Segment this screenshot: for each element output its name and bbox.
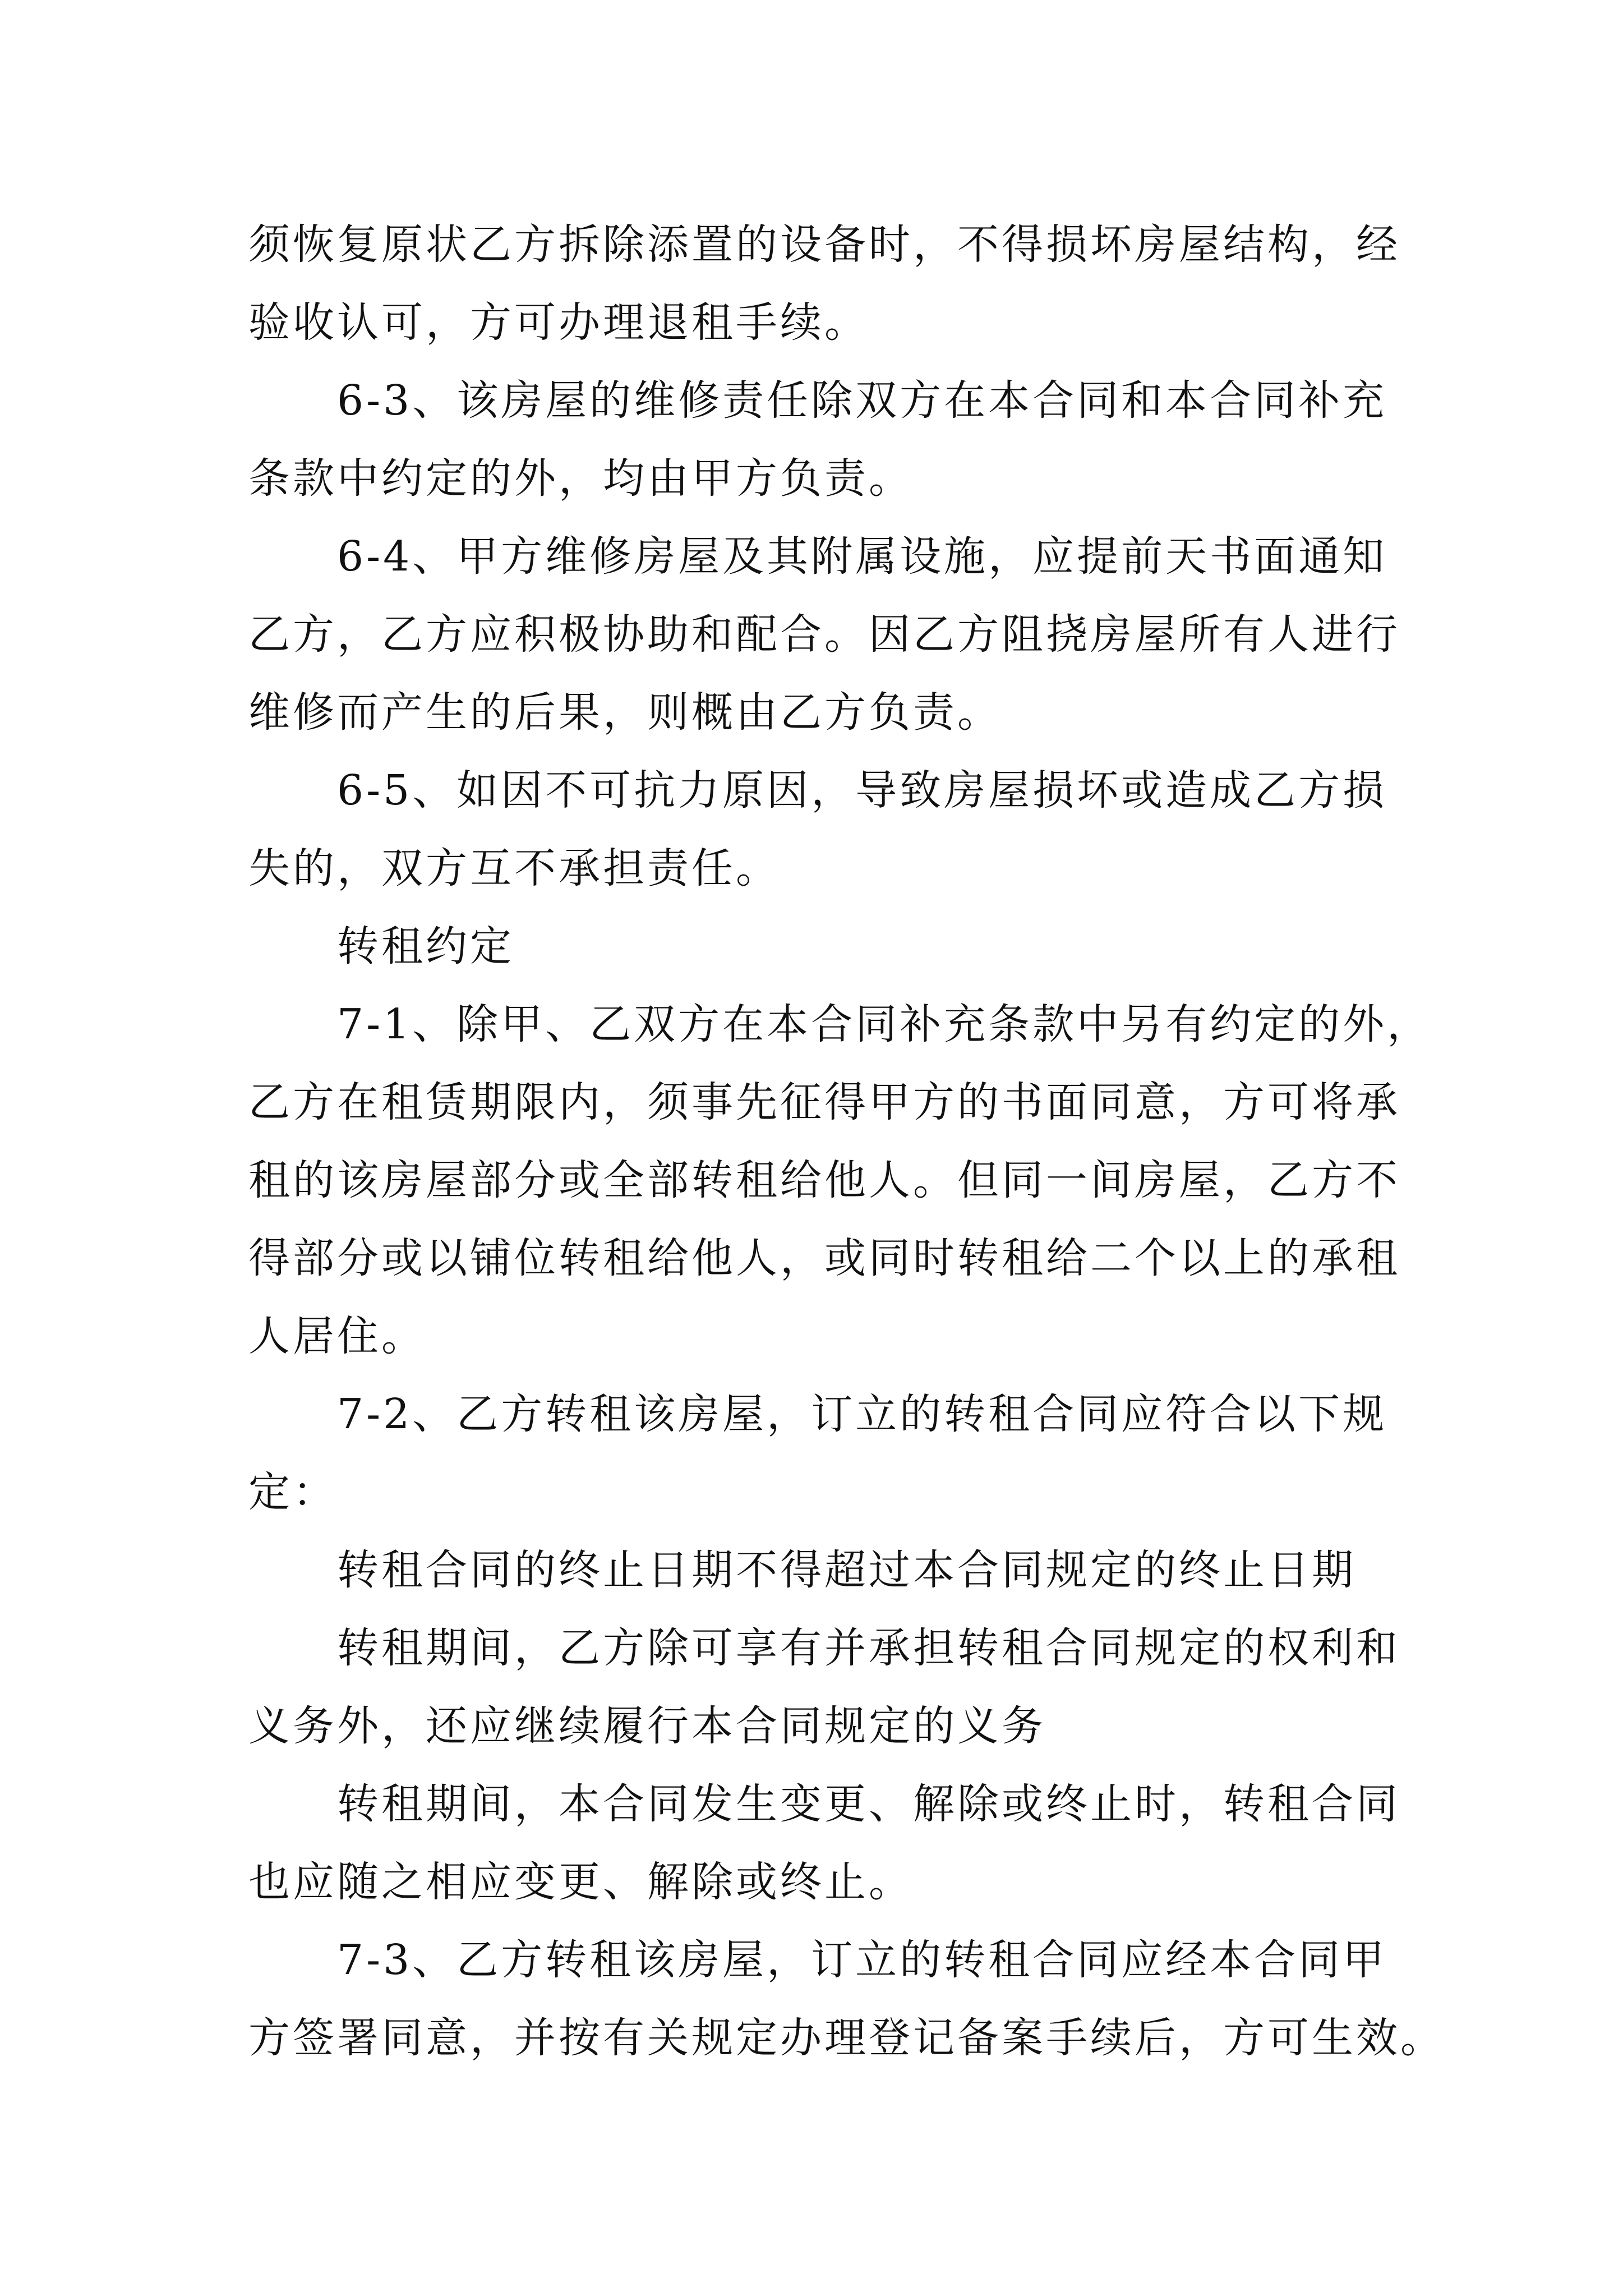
document-line: 维修而产生的后果，则概由乙方负责。: [248, 688, 1002, 737]
document-line: 乙方，乙方应积极协助和配合。因乙方阻挠房屋所有人进行: [248, 610, 1400, 659]
document-line: 转租期间，乙方除可享有并承担转租合同规定的权利和: [337, 1624, 1400, 1672]
document-line: 租的该房屋部分或全部转租给他人。但同一间房屋，乙方不: [248, 1156, 1400, 1204]
document-line: 6-4、甲方维修房屋及其附属设施，应提前天书面通知: [337, 532, 1387, 581]
document-line: 转租约定: [337, 922, 514, 970]
document-line: 条款中约定的外，均由甲方负责。: [248, 454, 913, 503]
document-body: [248, 206, 1445, 2077]
document-line: 失的，双方互不承担责任。: [248, 844, 780, 892]
document-line: 6-3、该房屋的维修责任除双方在本合同和本合同补充: [337, 376, 1387, 425]
document-line: 验收认可，方可办理退租手续。: [248, 298, 869, 347]
document-line: 方签署同意，并按有关规定办理登记备案手续后，方可生效。: [248, 2014, 1445, 2062]
document-line: 得部分或以铺位转租给他人，或同时转租给二个以上的承租: [248, 1234, 1400, 1282]
document-line: 定：: [248, 1468, 337, 1516]
document-line: 7-1、除甲、乙双方在本合同补充条款中另有约定的外，: [337, 1000, 1432, 1048]
document-line: 也应随之相应变更、解除或终止。: [248, 1858, 913, 1906]
document-line: 义务外，还应继续履行本合同规定的义务: [248, 1702, 1046, 1750]
document-line: 须恢复原状乙方拆除添置的设备时，不得损坏房屋结构，经: [248, 220, 1400, 269]
document-line: 人居住。: [248, 1312, 426, 1360]
document-line: 转租合同的终止日期不得超过本合同规定的终止日期: [337, 1546, 1356, 1594]
document-line: 7-2、乙方转租该房屋，订立的转租合同应符合以下规: [337, 1390, 1387, 1438]
document-line: 乙方在租赁期限内，须事先征得甲方的书面同意，方可将承: [248, 1078, 1400, 1126]
document-line: 转租期间，本合同发生变更、解除或终止时，转租合同: [337, 1780, 1400, 1828]
document-line: 6-5、如因不可抗力原因，导致房屋损坏或造成乙方损: [337, 766, 1387, 815]
document-line: 7-3、乙方转租该房屋，订立的转租合同应经本合同甲: [337, 1936, 1387, 1984]
